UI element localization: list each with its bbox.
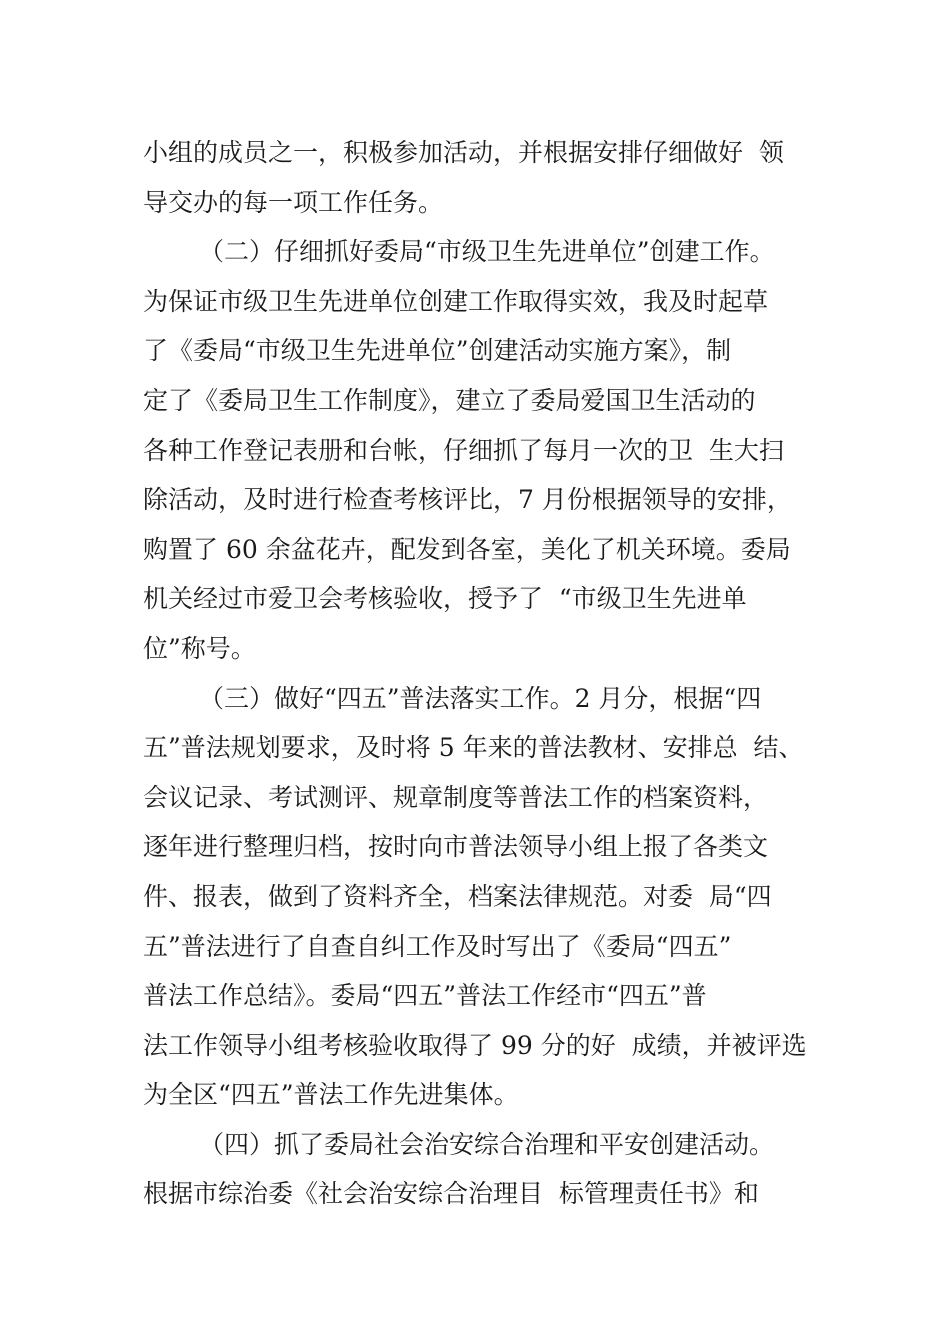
text-line: 会议记录、考试测评、规章制度等普法工作的档案资料，	[143, 782, 769, 812]
text-line: 法工作领导小组考核验收取得了 99 分的好 成绩，并被评选	[143, 1030, 807, 1060]
text-line: 为全区“四五”普法工作先进集体。	[143, 1080, 519, 1110]
text-line: 普法工作总结》。委局“四五”普法工作经市“四五”普	[143, 981, 707, 1011]
paragraph-heading-line: （三）做好“四五”普法落实工作。2 月分，根据“四	[199, 683, 762, 713]
text-line: 根据市综治委《社会治安综合治理目 标管理责任书》和	[143, 1179, 759, 1209]
text-line: 为保证市级卫生先进单位创建工作取得实效，我及时起草	[143, 286, 769, 316]
text-line: 小组的成员之一，积极参加活动，并根据安排仔细做好 领	[143, 138, 784, 167]
text-line: 各种工作登记表册和台帐，仔细抓了每月一次的卫 生大扫	[143, 435, 784, 465]
document-body	[143, 128, 833, 1219]
text-line: 定了《委局卫生工作制度》，建立了委局爱国卫生活动的	[143, 385, 756, 415]
text-line: 了《委局“市级卫生先进单位”创建活动实施方案》，制	[143, 336, 732, 366]
paragraph-heading-line: （二）仔细抓好委局“市级卫生先进单位”创建工作。	[199, 237, 775, 267]
text-line: 除活动，及时进行检查考核评比，7 月份根据领导的安排，	[143, 485, 792, 515]
text-line: 五”普法规划要求，及时将 5 年来的普法教材、安排总 结、	[143, 733, 804, 763]
text-line: 购置了 60 余盆花卉，配发到各室，美化了机关环境。委局	[143, 534, 791, 564]
text-line: 件、报表，做到了资料齐全，档案法律规范。对委 局“四	[143, 881, 772, 911]
text-line: 机关经过市爱卫会考核验收，授予了 “市级卫生先进单	[143, 584, 747, 614]
text-line: 五”普法进行了自查自纠工作及时写出了《委局“四五”	[143, 931, 732, 961]
text-line: 位”称号。	[143, 633, 256, 663]
text-line: 逐年进行整理归档，按时向市普法领导小组上报了各类文	[143, 832, 769, 862]
text-line: 导交办的每一项工作任务。	[143, 187, 444, 217]
paragraph-heading-line: （四）抓了委局社会治安综合治理和平安创建活动。	[199, 1129, 775, 1159]
